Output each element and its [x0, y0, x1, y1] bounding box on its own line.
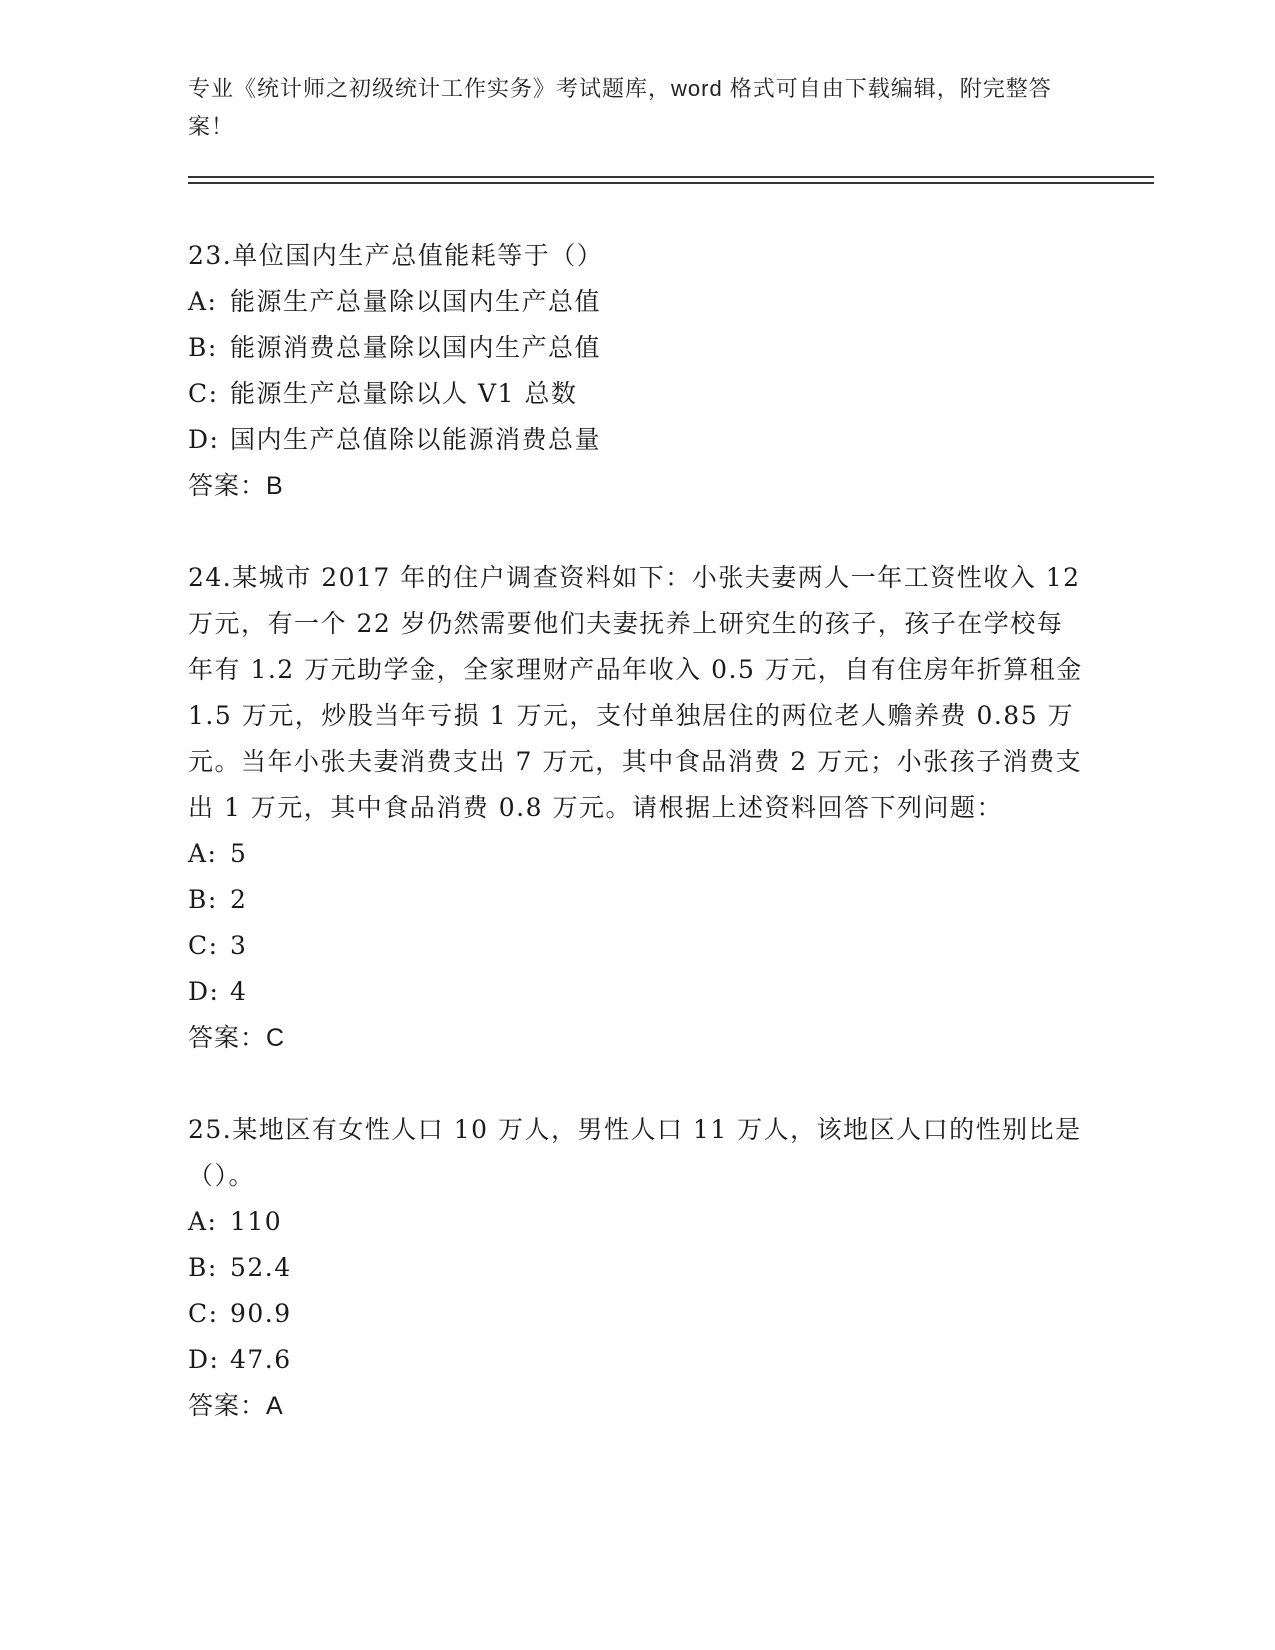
question-list — [188, 233, 1088, 1475]
option-a — [188, 831, 1088, 877]
option-text: 5 — [230, 839, 248, 868]
option-letter: A: — [188, 287, 218, 316]
option-text: 52.4 — [230, 1253, 292, 1282]
option-letter: D: — [188, 1345, 220, 1374]
option-d — [188, 969, 1088, 1015]
option-d — [188, 417, 1088, 463]
answer-line: 答案：B — [188, 472, 284, 500]
question-24 — [188, 555, 1088, 1061]
option-b — [188, 1245, 1088, 1291]
option-a — [188, 1199, 1088, 1245]
option-c — [188, 371, 1088, 417]
option-a — [188, 279, 1088, 325]
option-text: 国内生产总值除以能源消费总量 — [230, 425, 602, 454]
option-letter: C: — [188, 1299, 219, 1328]
option-text: 110 — [230, 1207, 283, 1236]
question-23 — [188, 233, 1088, 509]
option-text: 能源消费总量除以国内生产总值 — [230, 333, 602, 362]
option-d — [188, 1337, 1088, 1383]
option-letter: D: — [188, 977, 220, 1006]
option-text: 能源生产总量除以人 V1 总数 — [230, 379, 578, 408]
option-letter: A: — [188, 1207, 218, 1236]
option-letter: A: — [188, 839, 218, 868]
question-stem: 23.单位国内生产总值能耗等于（） — [188, 241, 604, 270]
option-text: 90.9 — [230, 1299, 292, 1328]
option-text: 47.6 — [230, 1345, 292, 1374]
question-stem: 25.某地区有女性人口 10 万人，男性人口 11 万人，该地区人口的性别比是（）。 — [188, 1115, 1082, 1190]
answer-line: 答案：A — [188, 1392, 284, 1420]
option-letter: C: — [188, 931, 219, 960]
option-b — [188, 877, 1088, 923]
header-divider-top — [188, 176, 1154, 178]
question-stem: 24.某城市 2017 年的住户调查资料如下：小张夫妻两人一年工资性收入 12 万元，有一个 22 岁仍然需要他们夫妻抚养上研究生的孩子，孩子在学校每年有 1.2 万元助学金，全家理财产品年收入 0.5 万元，自有住房年折算租金 1.5 万元，炒股当年亏损 1 万元，支付单独居住的两位老人赡养费 0.85 万元。当年小张夫妻消费支出 7 万元，其中食品消费 2 万元；小张孩子消费支出 1 万元，其中食品消费 0.8 万元。请根据上述资料回答下列问题： — [188, 563, 1083, 822]
option-text: 能源生产总量除以国内生产总值 — [230, 287, 602, 316]
question-25 — [188, 1107, 1088, 1429]
answer-line: 答案：C — [188, 1024, 286, 1052]
option-b — [188, 325, 1088, 371]
option-letter: B: — [188, 1253, 218, 1282]
option-c — [188, 923, 1088, 969]
option-text: 2 — [230, 885, 248, 914]
option-letter: D: — [188, 425, 220, 454]
document-header: 专业《统计师之初级统计工作实务》考试题库，word 格式可自由下载编辑，附完整答案！ — [188, 76, 1052, 139]
option-text: 3 — [230, 931, 248, 960]
option-letter: B: — [188, 885, 218, 914]
option-letter: C: — [188, 379, 219, 408]
header-divider-bottom — [188, 182, 1154, 184]
option-text: 4 — [230, 977, 248, 1006]
option-letter: B: — [188, 333, 218, 362]
option-c — [188, 1291, 1088, 1337]
